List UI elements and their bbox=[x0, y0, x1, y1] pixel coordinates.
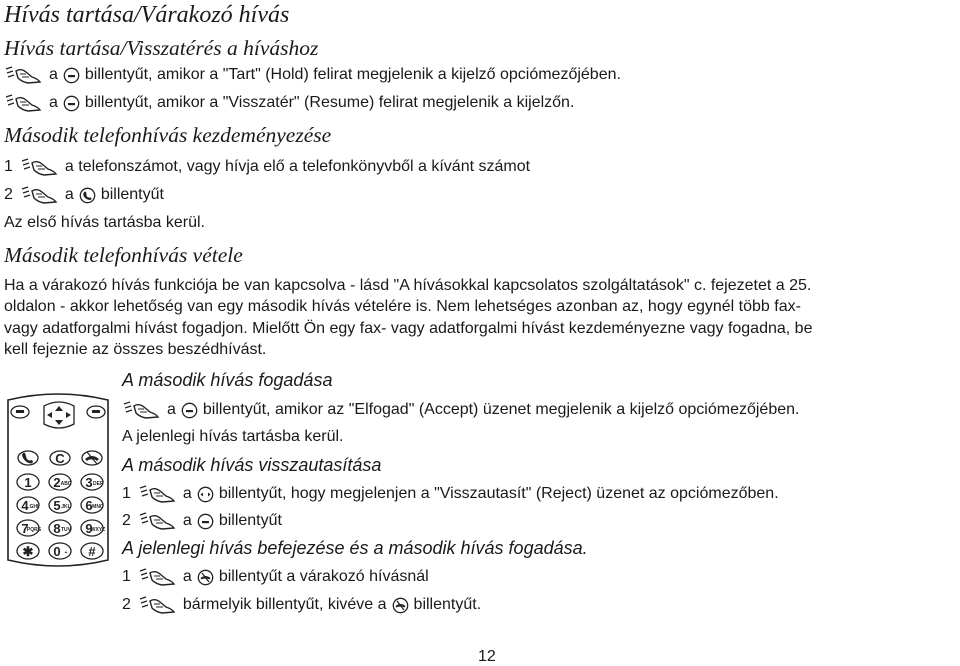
keypad-key-digit: 7 bbox=[21, 521, 29, 536]
soft-key-icon bbox=[181, 402, 198, 419]
keypad-key bbox=[81, 497, 104, 513]
subheading-reject-call: A második hívás visszautasítása bbox=[122, 455, 382, 475]
soft-key-icon bbox=[197, 513, 214, 530]
resume-line-text: billentyűt, amikor a "Visszatér" (Resume) felirat megjelenik a kijelzőn. bbox=[84, 94, 575, 111]
page-title: Hívás tartása/Várakozó hívás bbox=[4, 2, 290, 28]
keypad-key-digit: 3 bbox=[85, 475, 93, 490]
step-number: 2 bbox=[122, 512, 131, 529]
keypad-key-letters: + bbox=[64, 550, 68, 556]
accept-line-prefix: a bbox=[167, 401, 176, 418]
keypad-key bbox=[17, 543, 39, 559]
section-heading-second-call: Második telefonhívás kezdeményezése bbox=[4, 123, 332, 147]
second-call-note: Az első hívás tartásba kerül. bbox=[4, 214, 205, 231]
receive-paragraph-line: Ha a várakozó hívás funkciója be van kapcsolva - lásd "A hívásokkal kapcsolatos szolgáltatások" c. fejezetet a 25. bbox=[4, 277, 812, 294]
right-soft-key bbox=[87, 406, 105, 418]
left-soft-key bbox=[11, 406, 29, 418]
hand-press-icon bbox=[138, 484, 176, 504]
step-prefix: bármelyik billentyűt, kivéve a bbox=[182, 596, 387, 613]
keypad-key bbox=[49, 520, 72, 536]
keypad-key bbox=[49, 543, 71, 559]
step-text: billentyűt a várakozó hívásnál bbox=[218, 568, 429, 585]
keypad-key-digit: 4 bbox=[21, 498, 29, 513]
soft-key-icon bbox=[63, 67, 80, 84]
hand-press-icon bbox=[20, 157, 58, 177]
scroll-key-icon bbox=[197, 486, 214, 503]
receive-paragraph-line: kell fejeznie az összes beszédhívást. bbox=[4, 341, 267, 358]
keypad-key bbox=[49, 474, 72, 490]
subheading-accept-call: A második hívás fogadása bbox=[122, 370, 333, 390]
keypad-key bbox=[17, 520, 42, 536]
keypad-key bbox=[81, 543, 103, 559]
keypad-key-digit: # bbox=[88, 544, 96, 559]
hand-press-icon bbox=[138, 567, 176, 587]
keypad-key-digit: 0 bbox=[53, 544, 61, 559]
step-number: 1 bbox=[122, 568, 131, 585]
accept-line-text: billentyűt, amikor az "Elfogad" (Accept) üzenet megjelenik a kijelző opciómezőjében. bbox=[202, 401, 800, 418]
keypad-key-digit: 6 bbox=[85, 498, 93, 513]
keypad-key bbox=[81, 474, 103, 490]
hand-press-icon bbox=[138, 511, 176, 531]
section-heading-receive: Második telefonhívás vétele bbox=[4, 243, 243, 267]
hand-press-icon bbox=[122, 400, 160, 420]
step-number: 2 bbox=[122, 596, 131, 613]
section-heading-hold-resume: Hívás tartása/Visszatérés a híváshoz bbox=[4, 36, 319, 60]
keypad-key-letters: JKL bbox=[61, 504, 71, 510]
keypad-key-digit: 1 bbox=[24, 475, 32, 490]
keypad-key-letters: ABC bbox=[60, 481, 72, 487]
keypad-key-letters: TUV bbox=[61, 527, 71, 533]
send-key-icon bbox=[79, 187, 96, 204]
phone-keypad-illustration bbox=[4, 392, 112, 567]
accept-note: A jelenlegi hívás tartásba kerül. bbox=[122, 428, 344, 445]
step-prefix: a bbox=[182, 568, 192, 585]
keypad-key-digit: 2 bbox=[53, 475, 61, 490]
second-call-step-2 bbox=[4, 185, 164, 205]
hold-instruction-line bbox=[4, 65, 621, 85]
clear-key bbox=[50, 451, 70, 466]
receive-paragraph-line: vagy adatforgalmi hívást fogadjon. Mielőtt Ön egy fax- vagy adatforgalmi hívást kezdeményezne vagy fogadna, be bbox=[4, 320, 813, 337]
keypad-key bbox=[17, 474, 39, 490]
soft-key-icon bbox=[63, 95, 80, 112]
hand-press-icon bbox=[138, 595, 176, 615]
hold-line-text: billentyűt, amikor a "Tart" (Hold) felirat megjelenik a kijelző opciómezőjében. bbox=[84, 66, 621, 83]
resume-instruction-line bbox=[4, 93, 574, 113]
step-number: 1 bbox=[122, 485, 131, 502]
page-number: 12 bbox=[478, 648, 496, 665]
step-prefix: a bbox=[64, 186, 74, 203]
receive-paragraph-line: oldalon - akkor lehetőség van egy második hívás vételére is. Nem lehetséges azonban az, hogy egynél több fax- bbox=[4, 298, 801, 315]
keypad-key-letters: MNO bbox=[92, 504, 104, 510]
keypad-key-digit: 9 bbox=[85, 521, 93, 536]
end-step-1 bbox=[122, 567, 429, 587]
keypad-key bbox=[81, 520, 105, 536]
step-text: billentyűt bbox=[100, 186, 164, 203]
keypad-key-digit: 5 bbox=[53, 498, 61, 513]
step-number: 1 bbox=[4, 158, 13, 175]
keypad-key bbox=[17, 497, 39, 513]
send-key bbox=[18, 451, 38, 465]
keypad-key-letters: DEF bbox=[93, 481, 103, 487]
end-step-2 bbox=[122, 595, 481, 615]
reject-step-2 bbox=[122, 511, 282, 531]
keypad-key-letters: PQRS bbox=[26, 527, 42, 533]
keypad-key-letters: GHI bbox=[29, 504, 39, 510]
keypad-key-digit: 8 bbox=[53, 521, 61, 536]
end-key bbox=[82, 451, 102, 465]
keypad-key bbox=[49, 497, 71, 513]
step-number: 2 bbox=[4, 186, 13, 203]
hand-press-icon bbox=[4, 65, 42, 85]
step-text: billentyűt, hogy megjelenjen a "Visszautasít" (Reject) üzenet az opciómezőben. bbox=[218, 485, 779, 502]
hand-press-icon bbox=[4, 93, 42, 113]
navigation-pad bbox=[44, 402, 74, 428]
step-text: billentyűt bbox=[218, 512, 282, 529]
subheading-end-and-accept: A jelenlegi hívás befejezése és a második hívás fogadása. bbox=[122, 538, 588, 558]
end-key-icon bbox=[392, 597, 409, 614]
keypad-key-digit: ✱ bbox=[22, 544, 34, 559]
step-text: a telefonszámot, vagy hívja elő a telefonkönyvből a kívánt számot bbox=[64, 158, 531, 175]
end-key-icon bbox=[197, 569, 214, 586]
step-prefix: a bbox=[182, 512, 192, 529]
hand-press-icon bbox=[20, 185, 58, 205]
reject-step-1 bbox=[122, 484, 779, 504]
clear-key-label: C bbox=[55, 451, 65, 466]
second-call-step-1 bbox=[4, 157, 530, 177]
keypad-key-letters: WXYZ bbox=[90, 527, 106, 533]
resume-line-prefix: a bbox=[49, 94, 58, 111]
hold-line-prefix: a bbox=[49, 66, 58, 83]
step-prefix: a bbox=[182, 485, 192, 502]
step-text: billentyűt. bbox=[413, 596, 482, 613]
accept-instruction-line bbox=[122, 400, 799, 420]
